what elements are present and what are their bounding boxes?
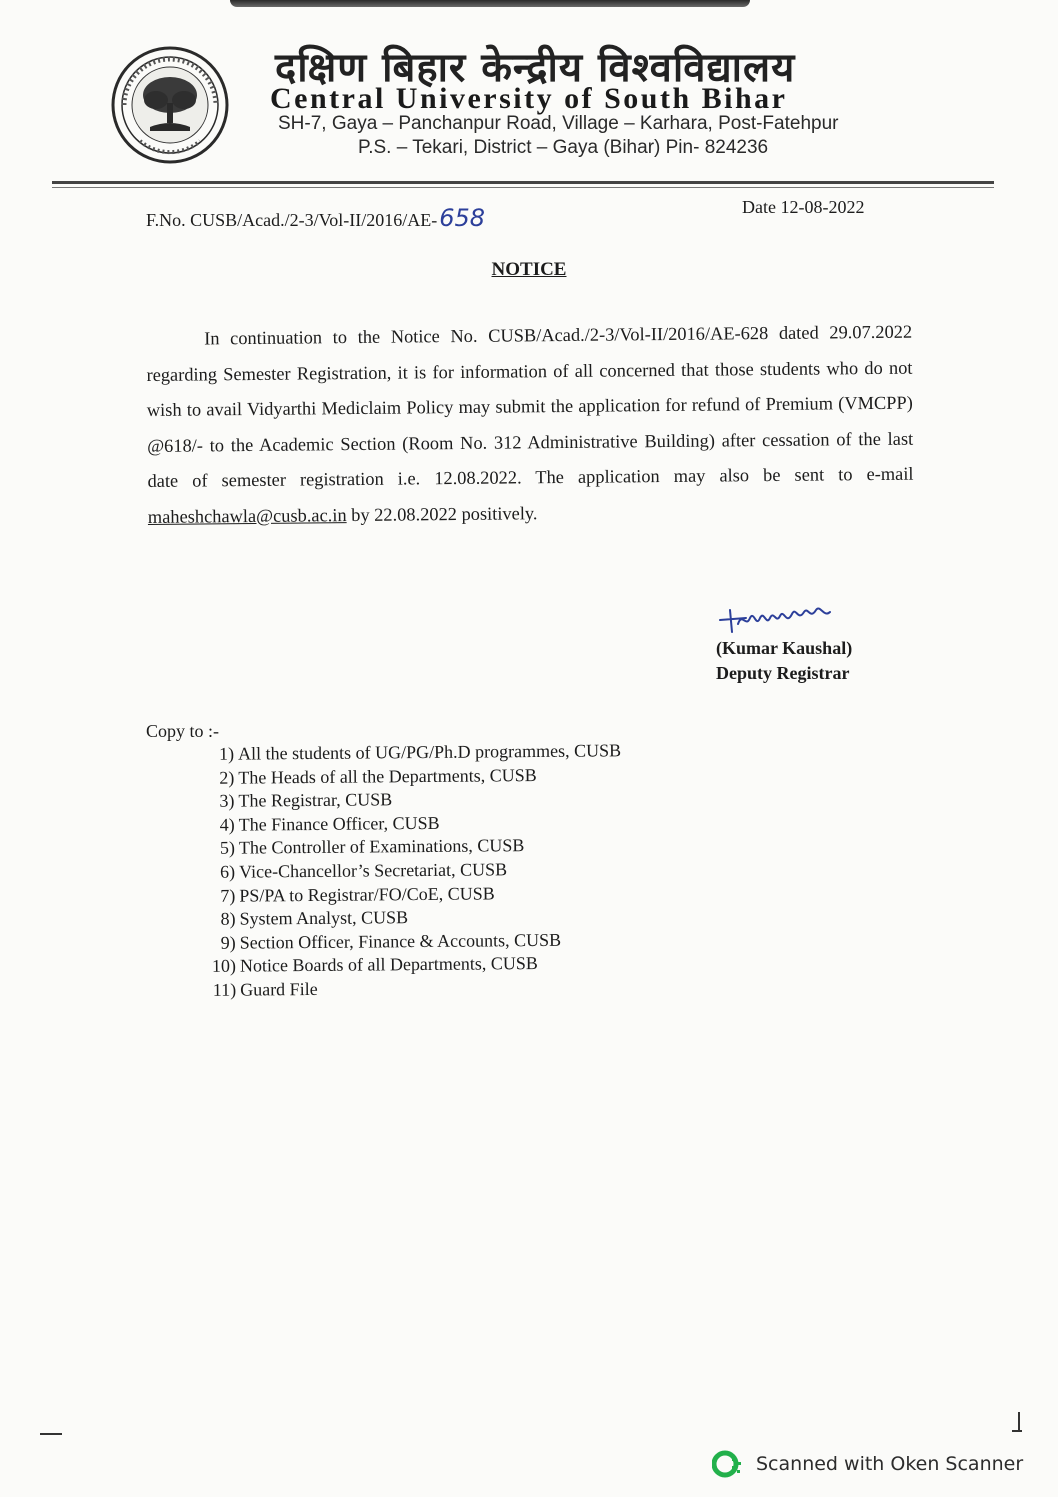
list-item: 2) The Heads of all the Departments, CUSB [219,764,537,788]
signatory-designation: Deputy Registrar [716,663,850,683]
address-line-2: P.S. – Tekari, District – Gaya (Bihar) Pin- 824236 [358,137,769,158]
contact-email-link[interactable]: maheshchawla@cusb.ac.in [147,504,347,527]
address-line-1: SH-7, Gaya – Panchanpur Road, Village – Karhara, Post-Fatehpur [278,113,839,134]
notice-body-closing: by 22.08.2022 positively. [346,502,538,525]
oken-scanner-logo-icon [712,1449,742,1479]
university-name-english: Central University of South Bihar [270,82,788,115]
notice-body [146,315,914,535]
file-number-handwritten: 658 [439,204,486,232]
copy-to-label: Copy to :- [146,721,220,741]
university-name-hindi: दक्षिण बिहार केन्द्रीय विश्वविद्यालय [275,45,796,91]
list-item: 11) Guard File [212,978,318,1000]
list-item: 10) Notice Boards of all Departments, CUSB [211,953,538,977]
notice-title: NOTICE [491,259,567,280]
header-divider-thick [52,181,994,184]
list-item: 6) Vice-Chancellor’s Secretariat, CUSB [220,859,508,882]
notice-body-text: In continuation to the Notice No. CUSB/Acad./2-3/Vol-II/2016/AE-628 dated 29.07.2022 regarding Semester Registration, it is for information of all concerned that those students who do not wish to avail Vidyarthi Mediclaim Policy may submit the application for refund of Premium (VMCPP) @618/- to the Academic Section (Room No. 312 Administrative Building) after cessation of the last date of semester registration i.e. 12.08.2022. The application may also be sent to e-mail [146,321,914,491]
scan-edge-shadow [230,0,750,7]
file-number [146,204,485,232]
page-edge-mark [40,1433,62,1435]
list-item: 3) The Registrar, CUSB [219,789,393,811]
header-divider-thin [52,187,994,188]
page-edge-mark [1012,1430,1022,1432]
copy-to-list [196,738,718,1002]
list-item: 9) Section Officer, Finance & Accounts, CUSB [220,929,562,953]
signatory-name: (Kumar Kaushal) [716,638,853,658]
scanner-text: Scanned with Oken Scanner [756,1453,1024,1475]
list-item: 7) PS/PA to Registrar/FO/CoE, CUSB [220,882,495,906]
scanner-watermark [712,1449,1023,1479]
list-item: 1) All the students of UG/PG/Ph.D programmes, CUSB [219,740,622,764]
signature-icon [716,598,856,638]
list-item: 5) The Controller of Examinations, CUSB [219,835,525,859]
notice-date: Date 12-08-2022 [742,197,865,217]
list-item: 8) System Analyst, CUSB [220,907,409,929]
list-item: 4) The Finance Officer, CUSB [219,812,440,835]
file-number-prefix: F.No. CUSB/Acad./2-3/Vol-II/2016/AE- [146,210,438,230]
page-edge-mark [1018,1412,1020,1432]
university-seal-icon [110,45,230,165]
